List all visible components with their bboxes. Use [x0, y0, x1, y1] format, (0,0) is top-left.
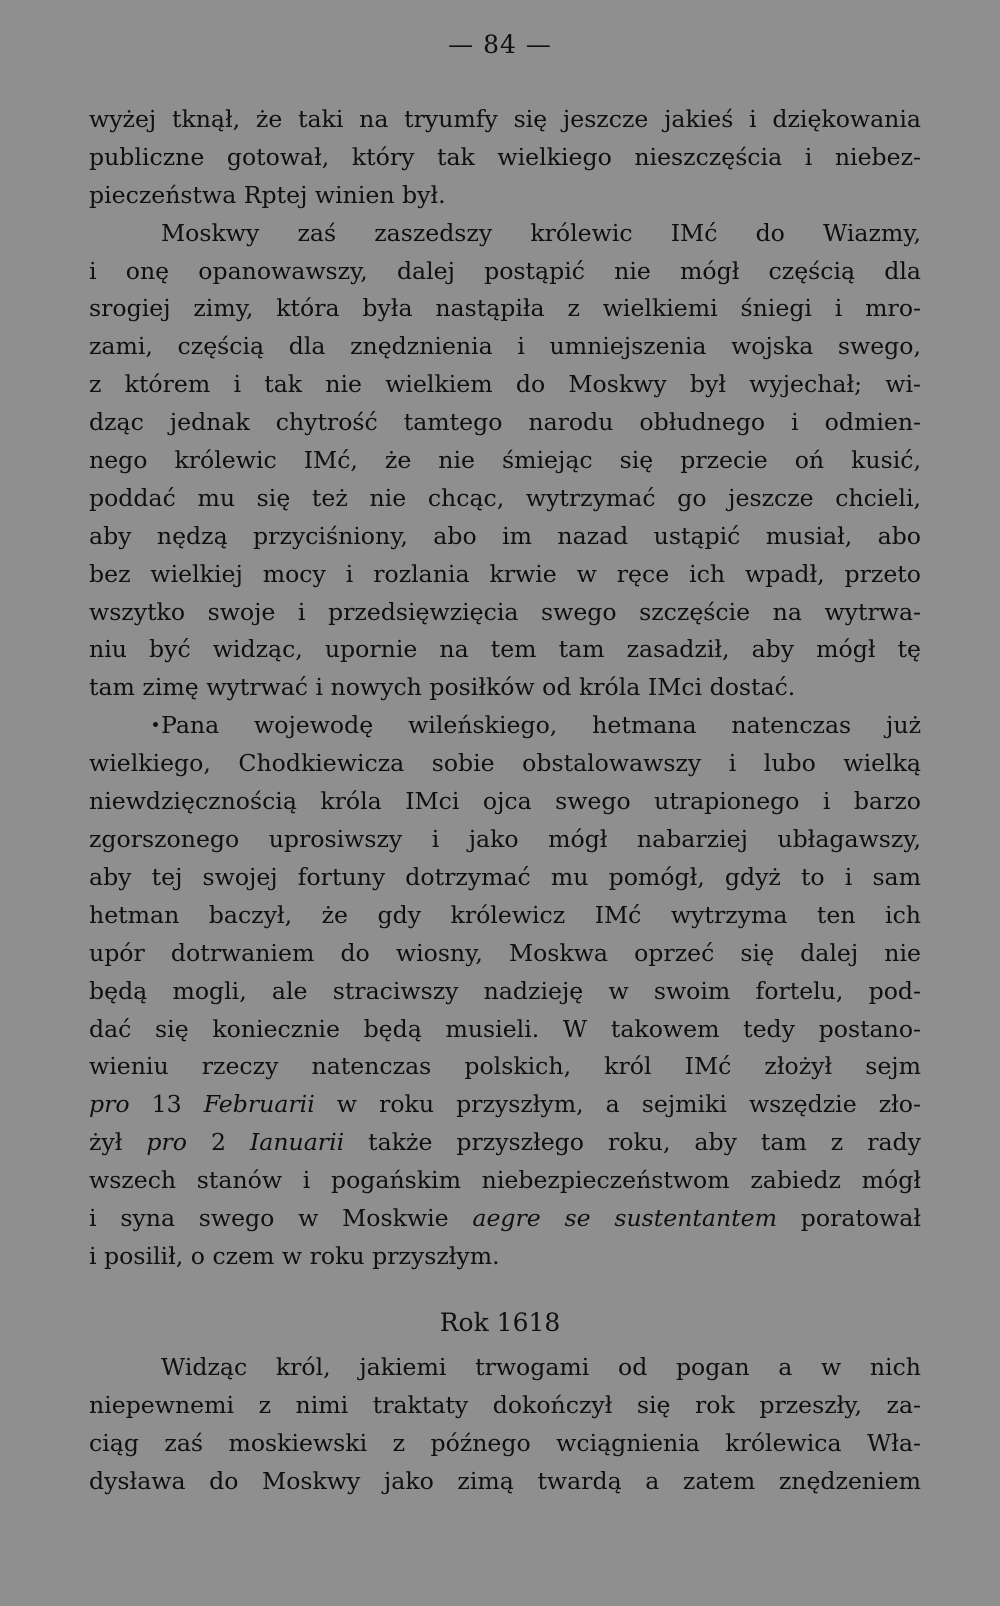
- text-line: wielkiego, Chodkiewicza sobie obstalowawszy i lubo wielką: [89, 749, 921, 778]
- text-line: srogiej zimy, która była nastąpiła z wielkiemi śniegi i mro-: [89, 294, 921, 323]
- paragraph-2: [89, 215, 921, 708]
- text-line: i onę opanowawszy, dalej postąpić nie mógł częścią dla: [89, 256, 921, 285]
- text-line: wszech stanów i pogańskim niebezpieczeństwom zabiedz mógł: [89, 1166, 921, 1195]
- text-line: i posilił, o czem w roku przyszłym.: [89, 1241, 500, 1270]
- text-line: Moskwy zaś zaszedszy królewic IMć do Wiazmy,: [161, 218, 921, 247]
- text-line: żył pro 2 Ianuarii także przyszłego roku, aby tam z rady: [89, 1128, 921, 1157]
- text-line: dząc jednak chytrość tamtego narodu obłudnego i odmien-: [89, 408, 921, 437]
- text-line: wszytko swoje i przedsięwzięcia swego szczęście na wytrwa-: [89, 597, 921, 626]
- text-line: z którem i tak nie wielkiem do Moskwy był wyjechał; wi-: [89, 370, 921, 399]
- text-line: niu być widząc, upornie na tem tam zasadził, aby mógł tę: [89, 635, 921, 664]
- text-line: i syna swego w Moskwie aegre se sustentantem poratował: [89, 1203, 922, 1232]
- text-line: ciąg zaś moskiewski z późnego wciągnienia królewica Wła-: [89, 1428, 921, 1457]
- text-line: niepewnemi z nimi traktaty dokończył się rok przeszły, za-: [89, 1390, 921, 1419]
- text-line: Widząc król, jakiemi trwogami od pogan a w nich: [161, 1353, 921, 1381]
- text-line: hetman baczył, że gdy królewicz IMć wytrzyma ten ich: [89, 900, 921, 929]
- text-line: bez wielkiej mocy i rozlania krwie w ręce ich wpadł, przeto: [89, 559, 921, 588]
- text-line: tam zimę wytrwać i nowych posiłków od króla IMci dostać.: [89, 673, 796, 702]
- text-line: wyżej tknął, że taki na tryumfy się jeszcze jakieś i dziękowania: [89, 105, 921, 133]
- text-line: aby nędzą przyciśniony, abo im nazad ustąpić musiał, abo: [89, 521, 921, 550]
- text-line: pro 13 Februarii w roku przyszłym, a sejmiki wszędzie zło-: [89, 1090, 921, 1119]
- text-line: niewdzięcznością króla IMci ojca swego utrapionego i barzo: [89, 787, 921, 816]
- paragraph-3: [89, 707, 921, 1275]
- text-line: Pana wojewodę wileńskiego, hetmana natenczas już: [161, 711, 921, 740]
- text-line: zgorszonego uprosiwszy i jako mógł nabarziej ubłagawszy,: [89, 825, 921, 854]
- page-number: — 84 —: [448, 30, 552, 59]
- text-line: wieniu rzeczy natenczas polskich, król IMć złożył sejm: [89, 1052, 921, 1081]
- text-line: dysława do Moskwy jako zimą twardą a zatem znędzeniem: [89, 1466, 921, 1495]
- text-line: dać się koniecznie będą musieli. W takowem tedy postano-: [89, 1014, 921, 1043]
- text-line: będą mogli, ale straciwszy nadzieję w swoim fortelu, pod-: [89, 976, 921, 1005]
- section-paragraph: [89, 1349, 921, 1501]
- text-line: zami, częścią dla znędznienia i umniejszenia wojska swego,: [89, 332, 921, 361]
- text-line: upór dotrwaniem do wiosny, Moskwa oprzeć się dalej nie: [89, 938, 921, 967]
- text-line: poddać mu się też nie chcąc, wytrzymać go jeszcze chcieli,: [89, 483, 921, 512]
- text-line: publiczne gotował, który tak wielkiego nieszczęścia i niebez-: [89, 142, 921, 171]
- paragraph-1: [89, 101, 921, 215]
- section-heading: Rok 1618: [439, 1308, 561, 1337]
- text-line: aby tej swojej fortuny dotrzymać mu pomógł, gdyż to i sam: [89, 862, 921, 891]
- text-line: pieczeństwa Rptej winien był.: [89, 180, 446, 209]
- text-line: nego królewic IMć, że nie śmiejąc się przecie oń kusić,: [89, 446, 921, 475]
